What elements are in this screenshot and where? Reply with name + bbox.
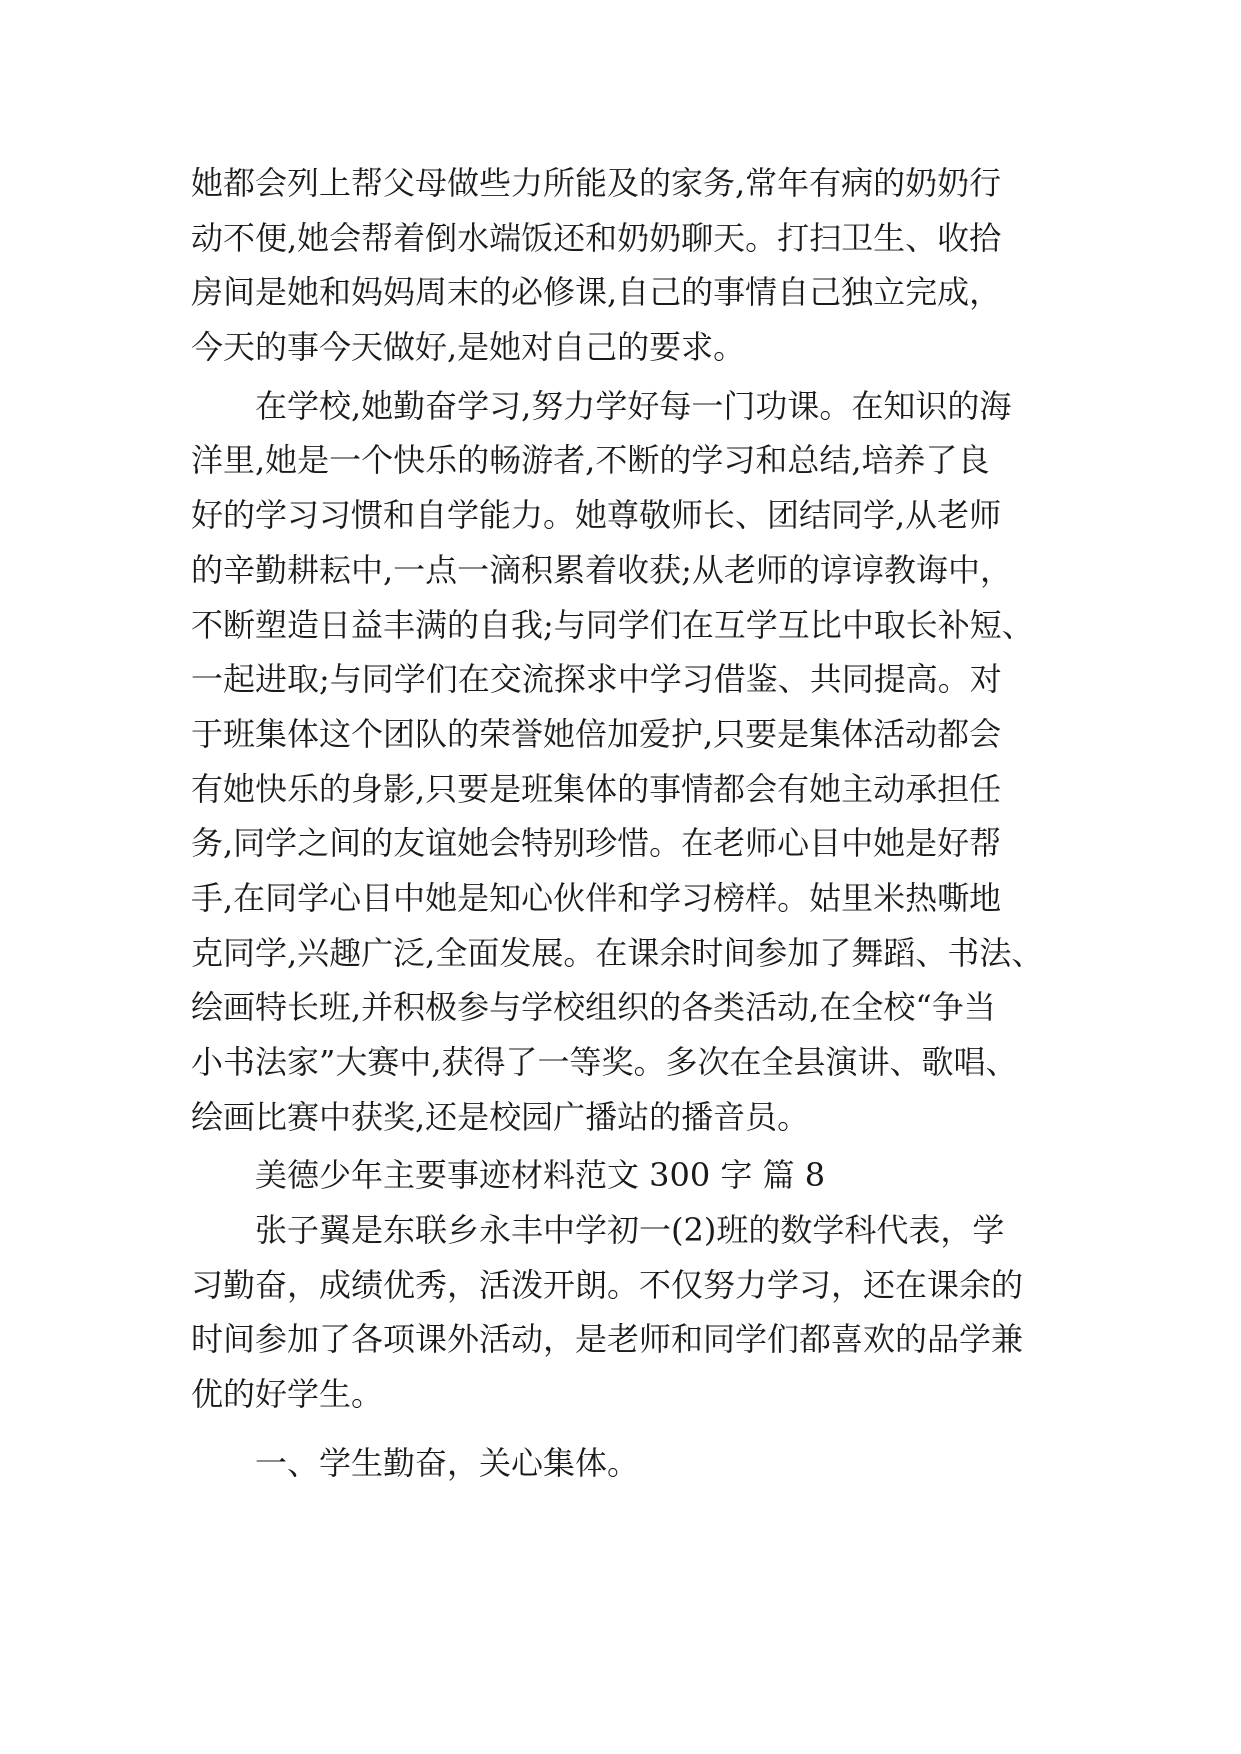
text-line: 洋里,她是一个快乐的畅游者,不断的学习和总结,培养了良 xyxy=(191,441,990,480)
text-line: 她都会列上帮父母做些力所能及的家务,常年有病的奶奶行 xyxy=(191,164,1002,202)
heading-text: 美德少年主要事迹材料范文 300 字 篇 8 xyxy=(255,1156,826,1195)
text-line: 好的学习习惯和自学能力。她尊敬师长、团结同学,从老师 xyxy=(191,496,1002,535)
paragraph-1 xyxy=(191,156,1091,375)
text-line: 有她快乐的身影,只要是班集体的事情都会有她主动承担任 xyxy=(191,769,1002,808)
text-line: 张子翼是东联乡永丰中学初一(2)班的数学科代表，学 xyxy=(255,1211,1005,1250)
paragraph-2 xyxy=(191,379,1091,1145)
text-line: 绘画特长班,并积极参与学校组织的各类活动,在全校“争当 xyxy=(191,988,996,1027)
text-line: 手,在同学心目中她是知心伙伴和学习榜样。姑里米热嘶地 xyxy=(191,878,1002,917)
text-line: 绘画比赛中获奖,还是校园广播站的播音员。 xyxy=(191,1097,810,1136)
text-line: 在学校,她勤奋学习,努力学好每一门功课。在知识的海 xyxy=(255,386,1012,425)
text-line: 动不便,她会帮着倒水端饭还和奶奶聊天。打扫卫生、收拾 xyxy=(191,218,1002,257)
text-line: 于班集体这个团队的荣誉她倍加爱护,只要是集体活动都会 xyxy=(191,714,1002,753)
document-body xyxy=(191,156,1091,1491)
text-line: 今天的事今天做好,是她对自己的要求。 xyxy=(191,328,746,367)
text-line: 的辛勤耕耘中,一点一滴积累着收获;从老师的谆谆教诲中， xyxy=(191,550,1012,589)
section-heading xyxy=(191,1148,1091,1203)
paragraph-3 xyxy=(191,1203,1091,1422)
text-line: 小书法家”大赛中,获得了一等奖。多次在全县演讲、歌唱、 xyxy=(191,1043,1018,1081)
text-line: 优的好学生。 xyxy=(191,1375,384,1414)
text-line: 克同学,兴趣广泛,全面发展。在课余时间参加了舞蹈、书法、 xyxy=(191,933,1044,972)
text-line: 不断塑造日益丰满的自我;与同学们在互学互比中取长补短、 xyxy=(191,605,1034,644)
text-line: 一起进取;与同学们在交流探求中学习借鉴、共同提高。对 xyxy=(191,660,1002,699)
text-line: 时间参加了各项课外活动，是老师和同学们都喜欢的品学兼 xyxy=(191,1320,1024,1359)
text-line: 务,同学之间的友谊她会特别珍惜。在老师心目中她是好帮 xyxy=(191,824,1002,863)
subsection-heading xyxy=(191,1436,1091,1491)
text-line: 房间是她和妈妈周末的必修课,自己的事情自己独立完成， xyxy=(191,273,1002,312)
text-line: 习勤奋，成绩优秀，活泼开朗。不仅努力学习，还在课余的 xyxy=(191,1265,1024,1304)
subsection-text: 一、学生勤奋，关心集体。 xyxy=(255,1443,640,1482)
